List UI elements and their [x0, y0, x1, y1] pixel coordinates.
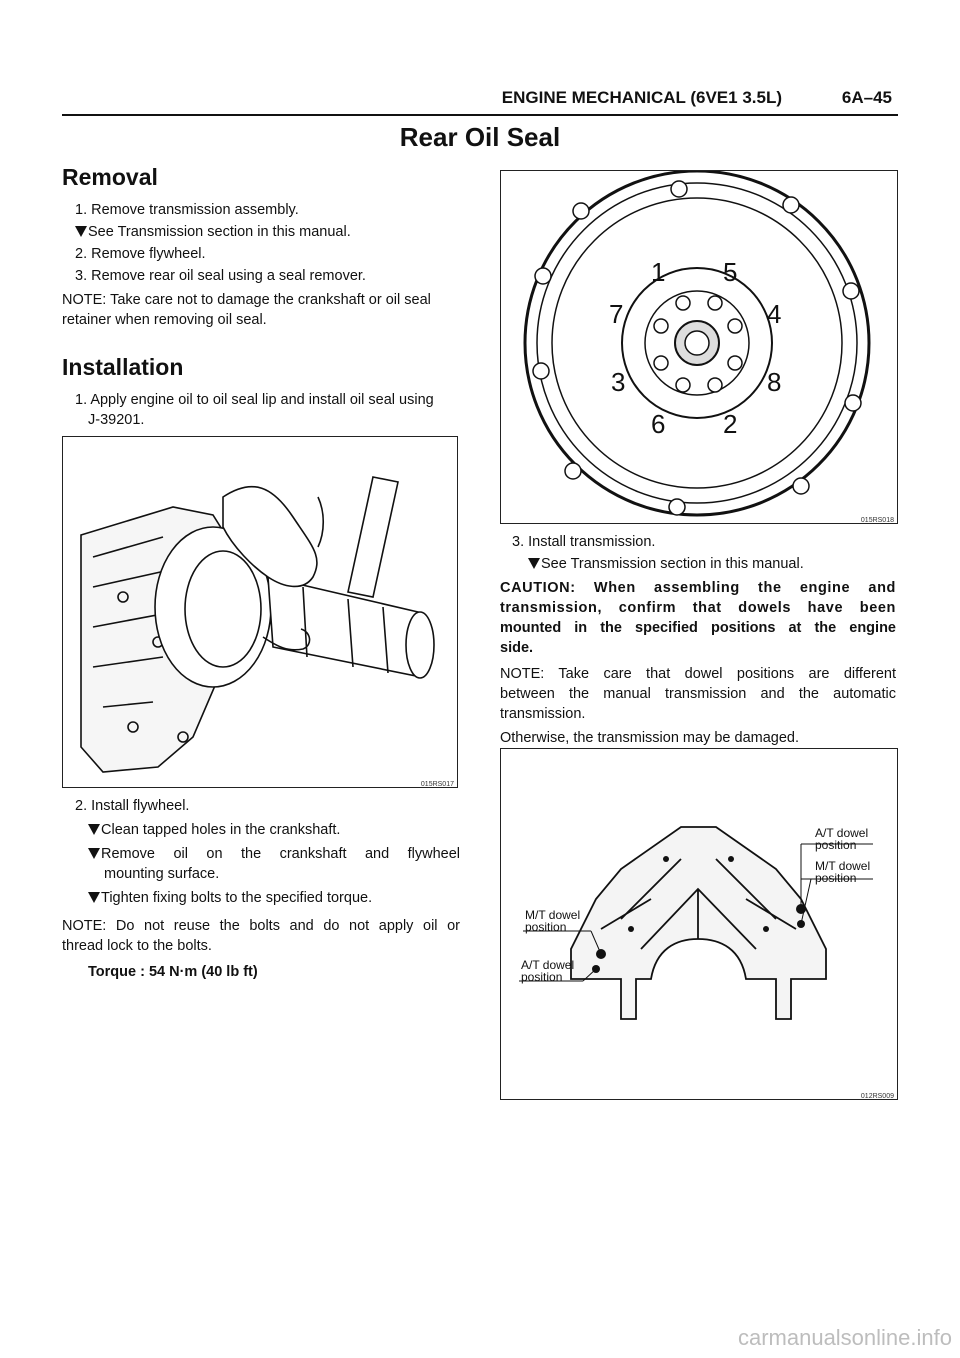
- callout-at-dowel-right-1: A/T dowel: [815, 826, 869, 840]
- flywheel-illustration: [501, 171, 897, 523]
- torque-spec: Torque : 54 N·m (40 lb ft): [88, 964, 258, 980]
- callout-mt-dowel-right-1: M/T dowel: [815, 859, 871, 873]
- install-step-3-sub: See Transmission section in this manual.: [528, 554, 804, 574]
- bolt-number-6: 6: [651, 409, 666, 439]
- triangle-bullet-icon: [528, 558, 540, 569]
- callout-at-dowel-left-1: A/T dowel: [521, 958, 575, 972]
- bolt-number-5: 5: [723, 257, 738, 287]
- figure-1-label: 015RS017: [420, 781, 454, 788]
- callout-mt-dowel-left-1: M/T dowel: [525, 908, 581, 922]
- install-step-2-sub-3: Tighten fixing bolts to the specified torque.: [88, 888, 372, 908]
- install-step-2-sub-2-line-1: Remove oil on the crankshaft and flywheel: [88, 844, 460, 864]
- triangle-bullet-icon: [88, 892, 100, 903]
- engine-block-dowel-illustration: [501, 749, 897, 1099]
- note-dowel-line-2: between the manual transmission and the automatic: [500, 686, 896, 702]
- install-step-2-sub-1: Clean tapped holes in the crankshaft.: [88, 820, 340, 840]
- removal-step-3: 3. Remove rear oil seal using a seal remover.: [75, 268, 366, 284]
- install-step-3: 3. Install transmission.: [512, 534, 656, 550]
- callout-mt-dowel-left-2: position: [525, 920, 567, 934]
- installation-heading: Installation: [62, 354, 184, 380]
- caution-line-2: transmission, confirm that dowels have been: [500, 600, 896, 616]
- figure-2-label: 015RS018: [860, 517, 894, 524]
- install-note-line-2: thread lock to the bolts.: [62, 938, 212, 954]
- removal-step-1-sub: See Transmission section in this manual.: [75, 222, 351, 242]
- bolt-number-2: 2: [723, 409, 738, 439]
- figure-dowel-positions: [500, 748, 898, 1100]
- install-step-2-sub-2-line-2: mounting surface.: [104, 866, 220, 882]
- caution-line-1: CAUTION: When assembling the engine and: [500, 580, 896, 596]
- page-title: Rear Oil Seal: [399, 122, 561, 152]
- figure-flywheel-bolt-sequence: [500, 170, 898, 524]
- page-header: [62, 86, 898, 116]
- removal-step-2: 2. Remove flywheel.: [75, 246, 206, 262]
- figure-3-label: 012RS009: [860, 1093, 894, 1100]
- bolt-number-7: 7: [609, 299, 624, 329]
- triangle-bullet-icon: [88, 824, 100, 835]
- install-step-1-line-2: J-39201.: [88, 412, 145, 428]
- bolt-number-3: 3: [611, 367, 626, 397]
- removal-heading: Removal: [62, 164, 158, 190]
- bolt-number-8: 8: [767, 367, 782, 397]
- watermark: carmanualsonline.info: [737, 1325, 952, 1350]
- caution-line-3: mounted in the specified positions at the engine: [500, 620, 896, 636]
- triangle-bullet-icon: [88, 848, 100, 859]
- removal-note-line-1: NOTE: Take care not to damage the crankshaft or oil seal: [62, 292, 431, 308]
- bolt-number-4: 4: [767, 299, 782, 329]
- removal-note-line-2: retainer when removing oil seal.: [62, 312, 267, 328]
- bolt-number-1: 1: [651, 257, 666, 287]
- note-dowel-line-1: NOTE: Take care that dowel positions are different: [500, 666, 896, 682]
- page-number: 6A–45: [841, 88, 892, 107]
- callout-at-dowel-right-2: position: [815, 838, 857, 852]
- install-step-2: 2. Install flywheel.: [75, 798, 190, 814]
- install-step-1-line-1: 1. Apply engine oil to oil seal lip and install oil seal using: [75, 392, 434, 408]
- figure-oil-seal-installer: [62, 436, 458, 788]
- caution-line-4: side.: [500, 640, 534, 656]
- otherwise-warning: Otherwise, the transmission may be damaged.: [500, 730, 799, 746]
- callout-mt-dowel-right-2: position: [815, 871, 857, 885]
- oil-seal-installer-illustration: [63, 437, 457, 787]
- header-title: ENGINE MECHANICAL (6VE1 3.5L): [501, 88, 782, 107]
- removal-step-1: 1. Remove transmission assembly.: [75, 202, 299, 218]
- note-dowel-line-3: transmission.: [500, 706, 586, 722]
- callout-at-dowel-left-2: position: [521, 970, 563, 984]
- install-note-line-1: NOTE: Do not reuse the bolts and do not apply oil or: [62, 918, 460, 934]
- triangle-bullet-icon: [75, 226, 87, 237]
